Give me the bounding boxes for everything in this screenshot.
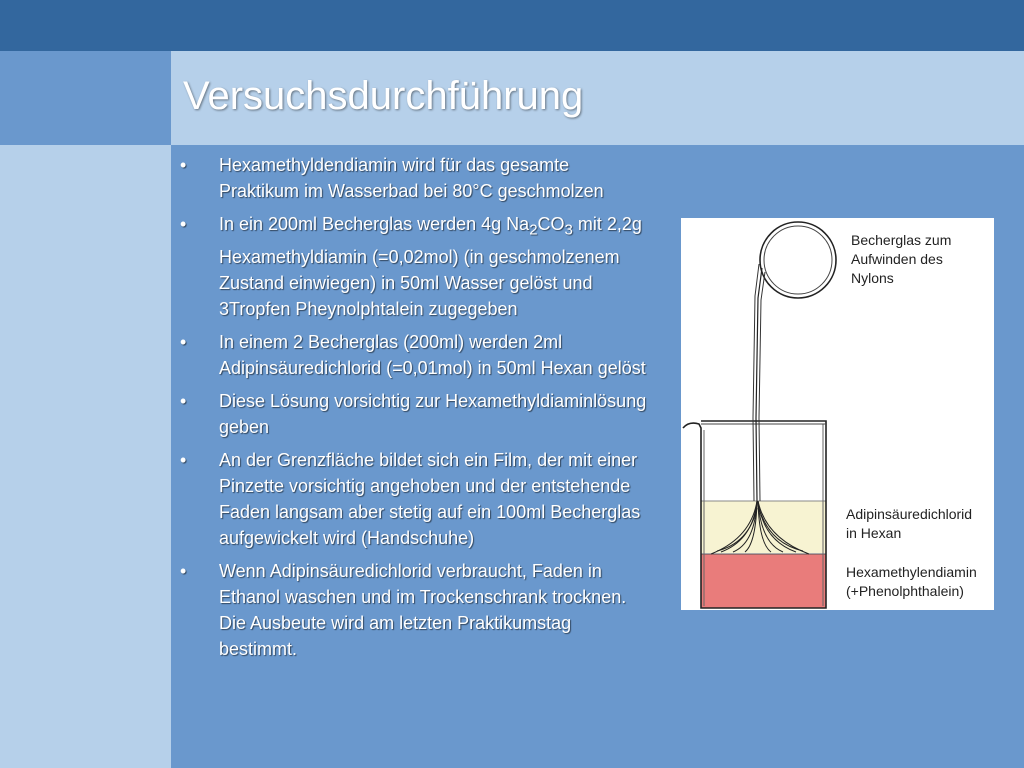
bullet-dot: •: [180, 331, 187, 352]
bullet-list: [180, 152, 650, 669]
label-aqueous-phase: Hexamethylendiamin: [846, 564, 977, 580]
organic-layer: [701, 501, 826, 553]
aqueous-layer: [701, 554, 826, 608]
label-organic-phase: in Hexan: [846, 525, 902, 541]
bullet-text-part: CO: [537, 214, 565, 234]
top-bar: [0, 0, 1024, 51]
label-aqueous-phase: (+Phenolphthalein): [846, 583, 964, 599]
bullet-dot: •: [180, 155, 187, 175]
label-spool: Aufwinden des: [851, 251, 943, 267]
nylon-rope-trick-diagram: [681, 218, 994, 610]
bullet-text: Wenn Adipinsäuredichlorid verbraucht, Faden in Ethanol waschen und im Trockenschrank trocknen. Die Ausbeute wird am letzten Praktikumstag bestimmt.: [219, 560, 627, 659]
bullet-text: Diese Lösung vorsichtig zur Hexamethyldiaminlösung geben: [219, 390, 647, 437]
left-accent-top: [0, 51, 171, 145]
bullet-text: An der Grenzfläche bildet sich ein Film, der mit einer Pinzette vorsichtig angehoben und der entstehende Faden langsam aber stetig auf ein 100ml Becherglas aufgewickelt wird (Handschuhe): [219, 449, 641, 548]
bullet-item: [180, 152, 650, 204]
bullet-text-part: In ein 200ml Becherglas werden 4g Na: [219, 214, 530, 234]
label-spool: Becherglas zum: [851, 232, 952, 248]
bullet-dot: •: [180, 449, 187, 470]
bullet-item: [180, 558, 650, 662]
spool-beaker-outer: [760, 222, 836, 298]
bullet-item: [180, 447, 650, 551]
bullet-dot: •: [180, 214, 187, 234]
nylon-thread: [759, 272, 765, 501]
bullet-dot: •: [180, 560, 187, 581]
bullet-text: [219, 214, 642, 319]
slide-title: Versuchsdurchführung: [183, 74, 584, 118]
bullet-text: In einem 2 Becherglas (200ml) werden 2ml Adipinsäuredichlorid (=0,01mol) in 50ml Hexan gelöst: [219, 331, 646, 378]
bullet-dot: •: [180, 390, 187, 411]
left-accent-column: [0, 145, 171, 768]
bullet-item: [180, 211, 650, 322]
subscript: 2: [529, 221, 538, 239]
diagram-svg: [681, 218, 994, 610]
bullet-text: Hexamethyldendiamin wird für das gesamte Praktikum im Wasserbad bei 80°C geschmolzen: [219, 155, 604, 201]
bullet-text-part: mit 2,2g Hexamethyldiamin (=0,02mol) (in geschmolzenem Zustand einwiegen) in 50ml Wasser gelöst und 3Tropfen Pheynolphtalein zugegeben: [219, 214, 642, 319]
spool-beaker-inner: [764, 226, 832, 294]
label-organic-phase: Adipinsäuredichlorid: [846, 506, 973, 522]
subscript: 3: [564, 221, 573, 239]
bullet-item: [180, 329, 650, 381]
bullet-item: [180, 388, 650, 440]
label-spool: Nylons: [851, 270, 894, 286]
